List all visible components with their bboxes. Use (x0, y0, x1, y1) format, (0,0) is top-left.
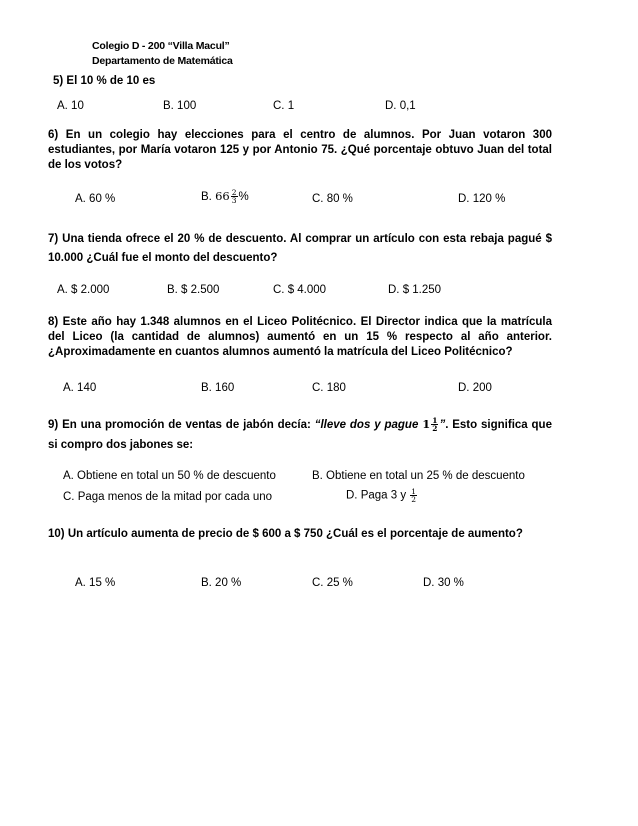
q9-option-d-numerator: 1 (411, 487, 417, 496)
q6-option-a: A. 60 % (75, 193, 116, 205)
q6-option-b-numerator: 2 (231, 188, 237, 198)
q9-text-start: 9) En una promoción de ventas de jabón decía: (48, 419, 315, 431)
q9-quote-end: ” (439, 419, 446, 431)
q9-option-c: C. Paga menos de la mitad por cada uno (63, 491, 273, 503)
q6-option-b (201, 189, 249, 204)
q10-option-a: A. 15 % (75, 577, 116, 589)
q5-option-c: C. 1 (273, 100, 295, 112)
question-9-text (48, 414, 552, 455)
q9-option-d (346, 488, 418, 503)
q6-option-d: D. 120 % (458, 193, 506, 205)
q6-option-b-percent: % (238, 191, 249, 203)
q7-option-a: A. $ 2.000 (57, 284, 110, 296)
department-name: Departamento de Matemática (92, 55, 233, 67)
question-10-text: 10) Un artículo aumenta de precio de $ 600 a $ 750 ¿Cuál es el porcentaje de aumento? (48, 528, 523, 540)
q9-option-a: A. Obtiene en total un 50 % de descuento (63, 470, 276, 482)
q9-text-end: . Esto significa que si compro dos jabones se: (48, 419, 552, 451)
q9-option-d-label: D. Paga 3 y (346, 489, 407, 502)
q6-option-b-fraction (231, 189, 238, 204)
q8-option-d: D. 200 (458, 382, 492, 394)
q9-quote-denominator: 2 (432, 424, 438, 434)
q7-option-b: B. $ 2.500 (167, 284, 220, 296)
q9-quote-whole: 1 (422, 417, 431, 431)
q7-option-c: C. $ 4.000 (273, 284, 327, 296)
question-5-text: 5) El 10 % de 10 es (53, 75, 156, 87)
school-name: Colegio D - 200 “Villa Macul” (92, 40, 230, 52)
question-7-text: 7) Una tienda ofrece el 20 % de descuento. Al comprar un artículo con esta rebaja pagué $ 10.000 ¿Cuál fue el monto del descuento? (48, 233, 552, 264)
q9-option-b: B. Obtiene en total un 25 % de descuento (312, 470, 525, 482)
q8-option-b: B. 160 (201, 382, 235, 394)
q5-option-a: A. 10 (57, 100, 84, 112)
question-8-text: 8) Este año hay 1.348 alumnos en el Liceo Politécnico. El Director indica que la matrícula del Liceo (la cantidad de alumnos) aumentó en un 15 % respecto al año anterior. ¿Aproximadamente en cuantos alumnos aumentó la matrícula del Liceo Politécnico? (48, 316, 552, 358)
q9-option-d-fraction (410, 488, 417, 503)
q9-quote-numerator: 1 (432, 416, 438, 426)
q9-quote: “lleve dos y pague (314, 419, 423, 431)
q9-quote-fraction (431, 417, 438, 432)
q5-option-b: B. 100 (163, 100, 197, 112)
q6-option-b-label: B. (201, 191, 212, 203)
q6-option-c: C. 80 % (312, 193, 353, 205)
q6-option-b-whole: 66 (215, 189, 230, 203)
q10-option-b: B. 20 % (201, 577, 242, 589)
q5-option-d: D. 0,1 (385, 100, 416, 112)
q6-option-b-denominator: 3 (231, 196, 237, 206)
q7-option-d: D. $ 1.250 (388, 284, 442, 296)
q8-option-a: A. 140 (63, 382, 97, 394)
question-6-text: 6) En un colegio hay elecciones para el centro de alumnos. Por Juan votaron 300 estudiantes, por María votaron 125 y por Antonio 75. ¿Qué porcentaje obtuvo Juan del total de los votos? (48, 129, 552, 171)
q9-option-d-denominator: 2 (411, 495, 417, 504)
q10-option-c: C. 25 % (312, 577, 353, 589)
q8-option-c: C. 180 (312, 382, 346, 394)
q10-option-d: D. 30 % (423, 577, 464, 589)
